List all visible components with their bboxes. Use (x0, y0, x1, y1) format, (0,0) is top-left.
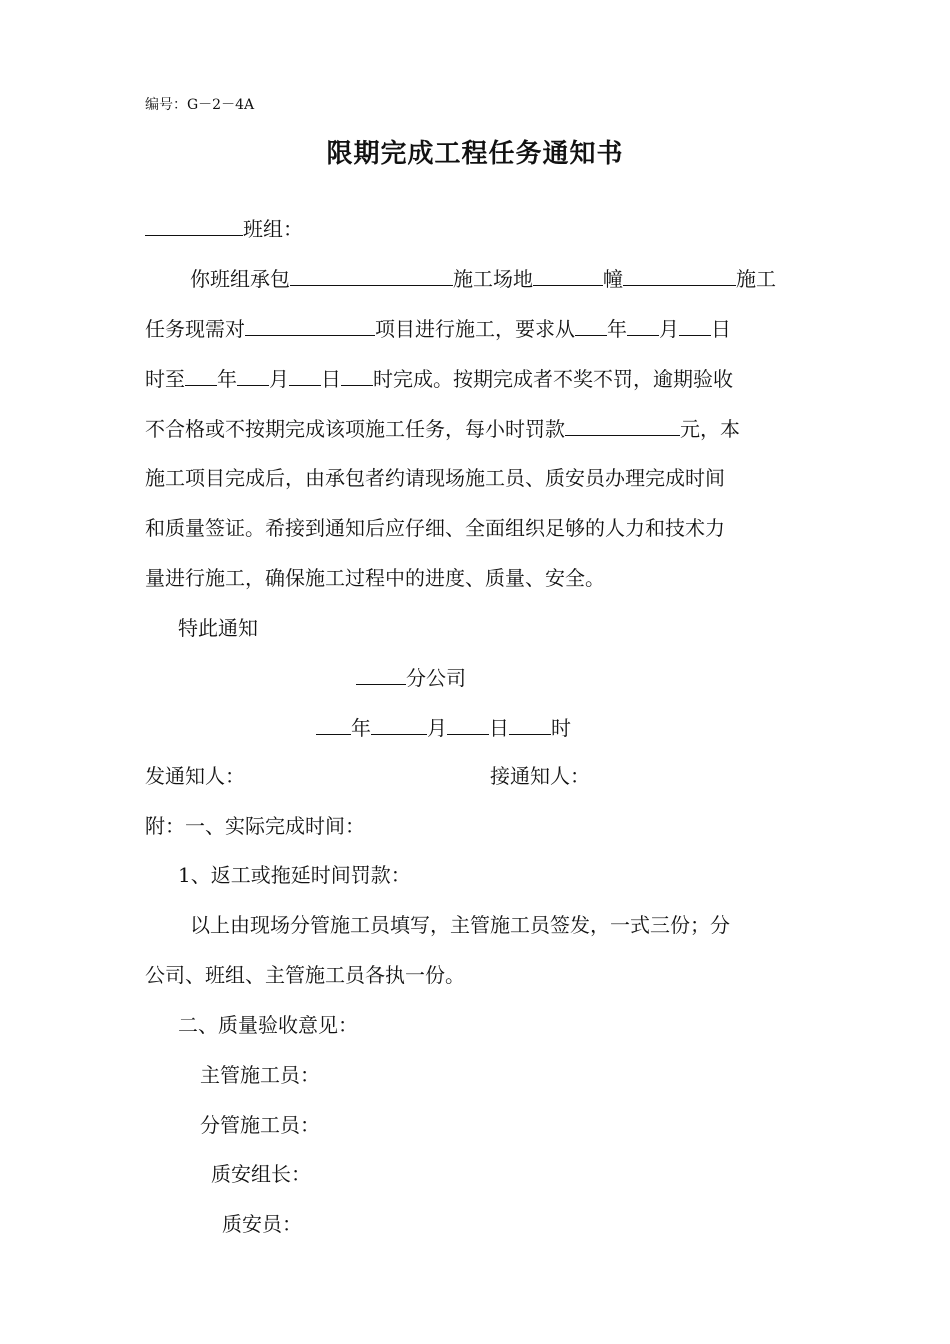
body-text: 年 (607, 317, 627, 341)
appendix-note-line-2: 公司、班组、主管施工员各执一份。 (145, 963, 465, 987)
addressee-suffix: 班组： (243, 217, 303, 241)
body-text: 年 (217, 367, 237, 391)
body-text: 日 (711, 317, 731, 341)
body-line-7: 量进行施工，确保施工过程中的进度、质量、安全。 (145, 566, 605, 590)
start-month-blank[interactable] (627, 313, 659, 336)
appendix-completion-time: 附：一、实际完成时间： (145, 814, 365, 838)
receiver-label: 接通知人： (490, 764, 590, 788)
body-line-4 (145, 413, 810, 444)
branch-suffix: 分公司 (406, 666, 466, 690)
issue-day-blank[interactable] (447, 712, 489, 735)
addressee-line (145, 213, 810, 244)
body-text: 时完成。按期完成者不奖不罚，逾期验收 (373, 367, 733, 391)
body-line-6: 和质量签证。希接到通知后应仔细、全面组织足够的人力和技术力 (145, 516, 725, 540)
issue-year-blank[interactable] (316, 712, 351, 735)
building-blank[interactable] (623, 263, 736, 286)
issue-hour-blank[interactable] (509, 712, 551, 735)
appendix-note-line-1: 以上由现场分管施工员填写，主管施工员签发，一式三份；分 (190, 913, 730, 937)
body-text: 任务现需对 (145, 317, 245, 341)
end-month-blank[interactable] (237, 363, 269, 386)
signature-branch-constructor: 分管施工员： (200, 1113, 320, 1137)
document-number: 编号：G－2－4A (145, 97, 255, 113)
appendix-quality-opinion: 二、质量验收意见： (178, 1013, 358, 1037)
end-year-blank[interactable] (185, 363, 217, 386)
body-line-3 (145, 363, 810, 394)
date-text: 月 (427, 716, 447, 740)
body-text: 你班组承包 (190, 267, 290, 291)
appendix-penalty: 1、返工或拖延时间罚款： (178, 863, 411, 887)
body-text: 项目进行施工，要求从 (375, 317, 575, 341)
body-text: 不合格或不按期完成该项施工任务，每小时罚款 (145, 417, 565, 441)
body-text: 月 (659, 317, 679, 341)
end-day-blank[interactable] (289, 363, 321, 386)
body-line-2 (145, 313, 810, 344)
special-notice: 特此通知 (178, 616, 258, 640)
branch-name-blank[interactable] (356, 662, 406, 685)
body-text: 元，本 (680, 417, 740, 441)
signature-quality-team-leader: 质安组长： (211, 1162, 311, 1186)
start-year-blank[interactable] (575, 313, 607, 336)
branch-line (356, 662, 656, 693)
contract-blank[interactable] (290, 263, 453, 286)
start-day-blank[interactable] (679, 313, 711, 336)
body-line-5: 施工项目完成后，由承包者约请现场施工员、质安员办理完成时间 (145, 466, 725, 490)
issue-month-blank[interactable] (371, 712, 427, 735)
team-name-blank[interactable] (145, 213, 243, 236)
document-title: 限期完成工程任务通知书 (326, 139, 624, 169)
site-blank[interactable] (533, 263, 603, 286)
date-text: 日 (489, 716, 509, 740)
body-line-1 (145, 263, 810, 294)
body-text: 施工场地 (453, 267, 533, 291)
date-text: 年 (351, 716, 371, 740)
penalty-amount-blank[interactable] (565, 413, 680, 436)
sender-label: 发通知人： (145, 764, 245, 788)
body-text: 时至 (145, 367, 185, 391)
body-text: 月 (269, 367, 289, 391)
project-blank[interactable] (245, 313, 375, 336)
body-text: 施工 (736, 267, 776, 291)
issue-date-line (316, 712, 716, 743)
body-text: 幢 (603, 267, 623, 291)
signature-chief-constructor: 主管施工员： (200, 1063, 320, 1087)
date-text: 时 (551, 716, 571, 740)
end-hour-blank[interactable] (341, 363, 373, 386)
body-text: 日 (321, 367, 341, 391)
signature-quality-officer: 质安员： (222, 1212, 302, 1236)
